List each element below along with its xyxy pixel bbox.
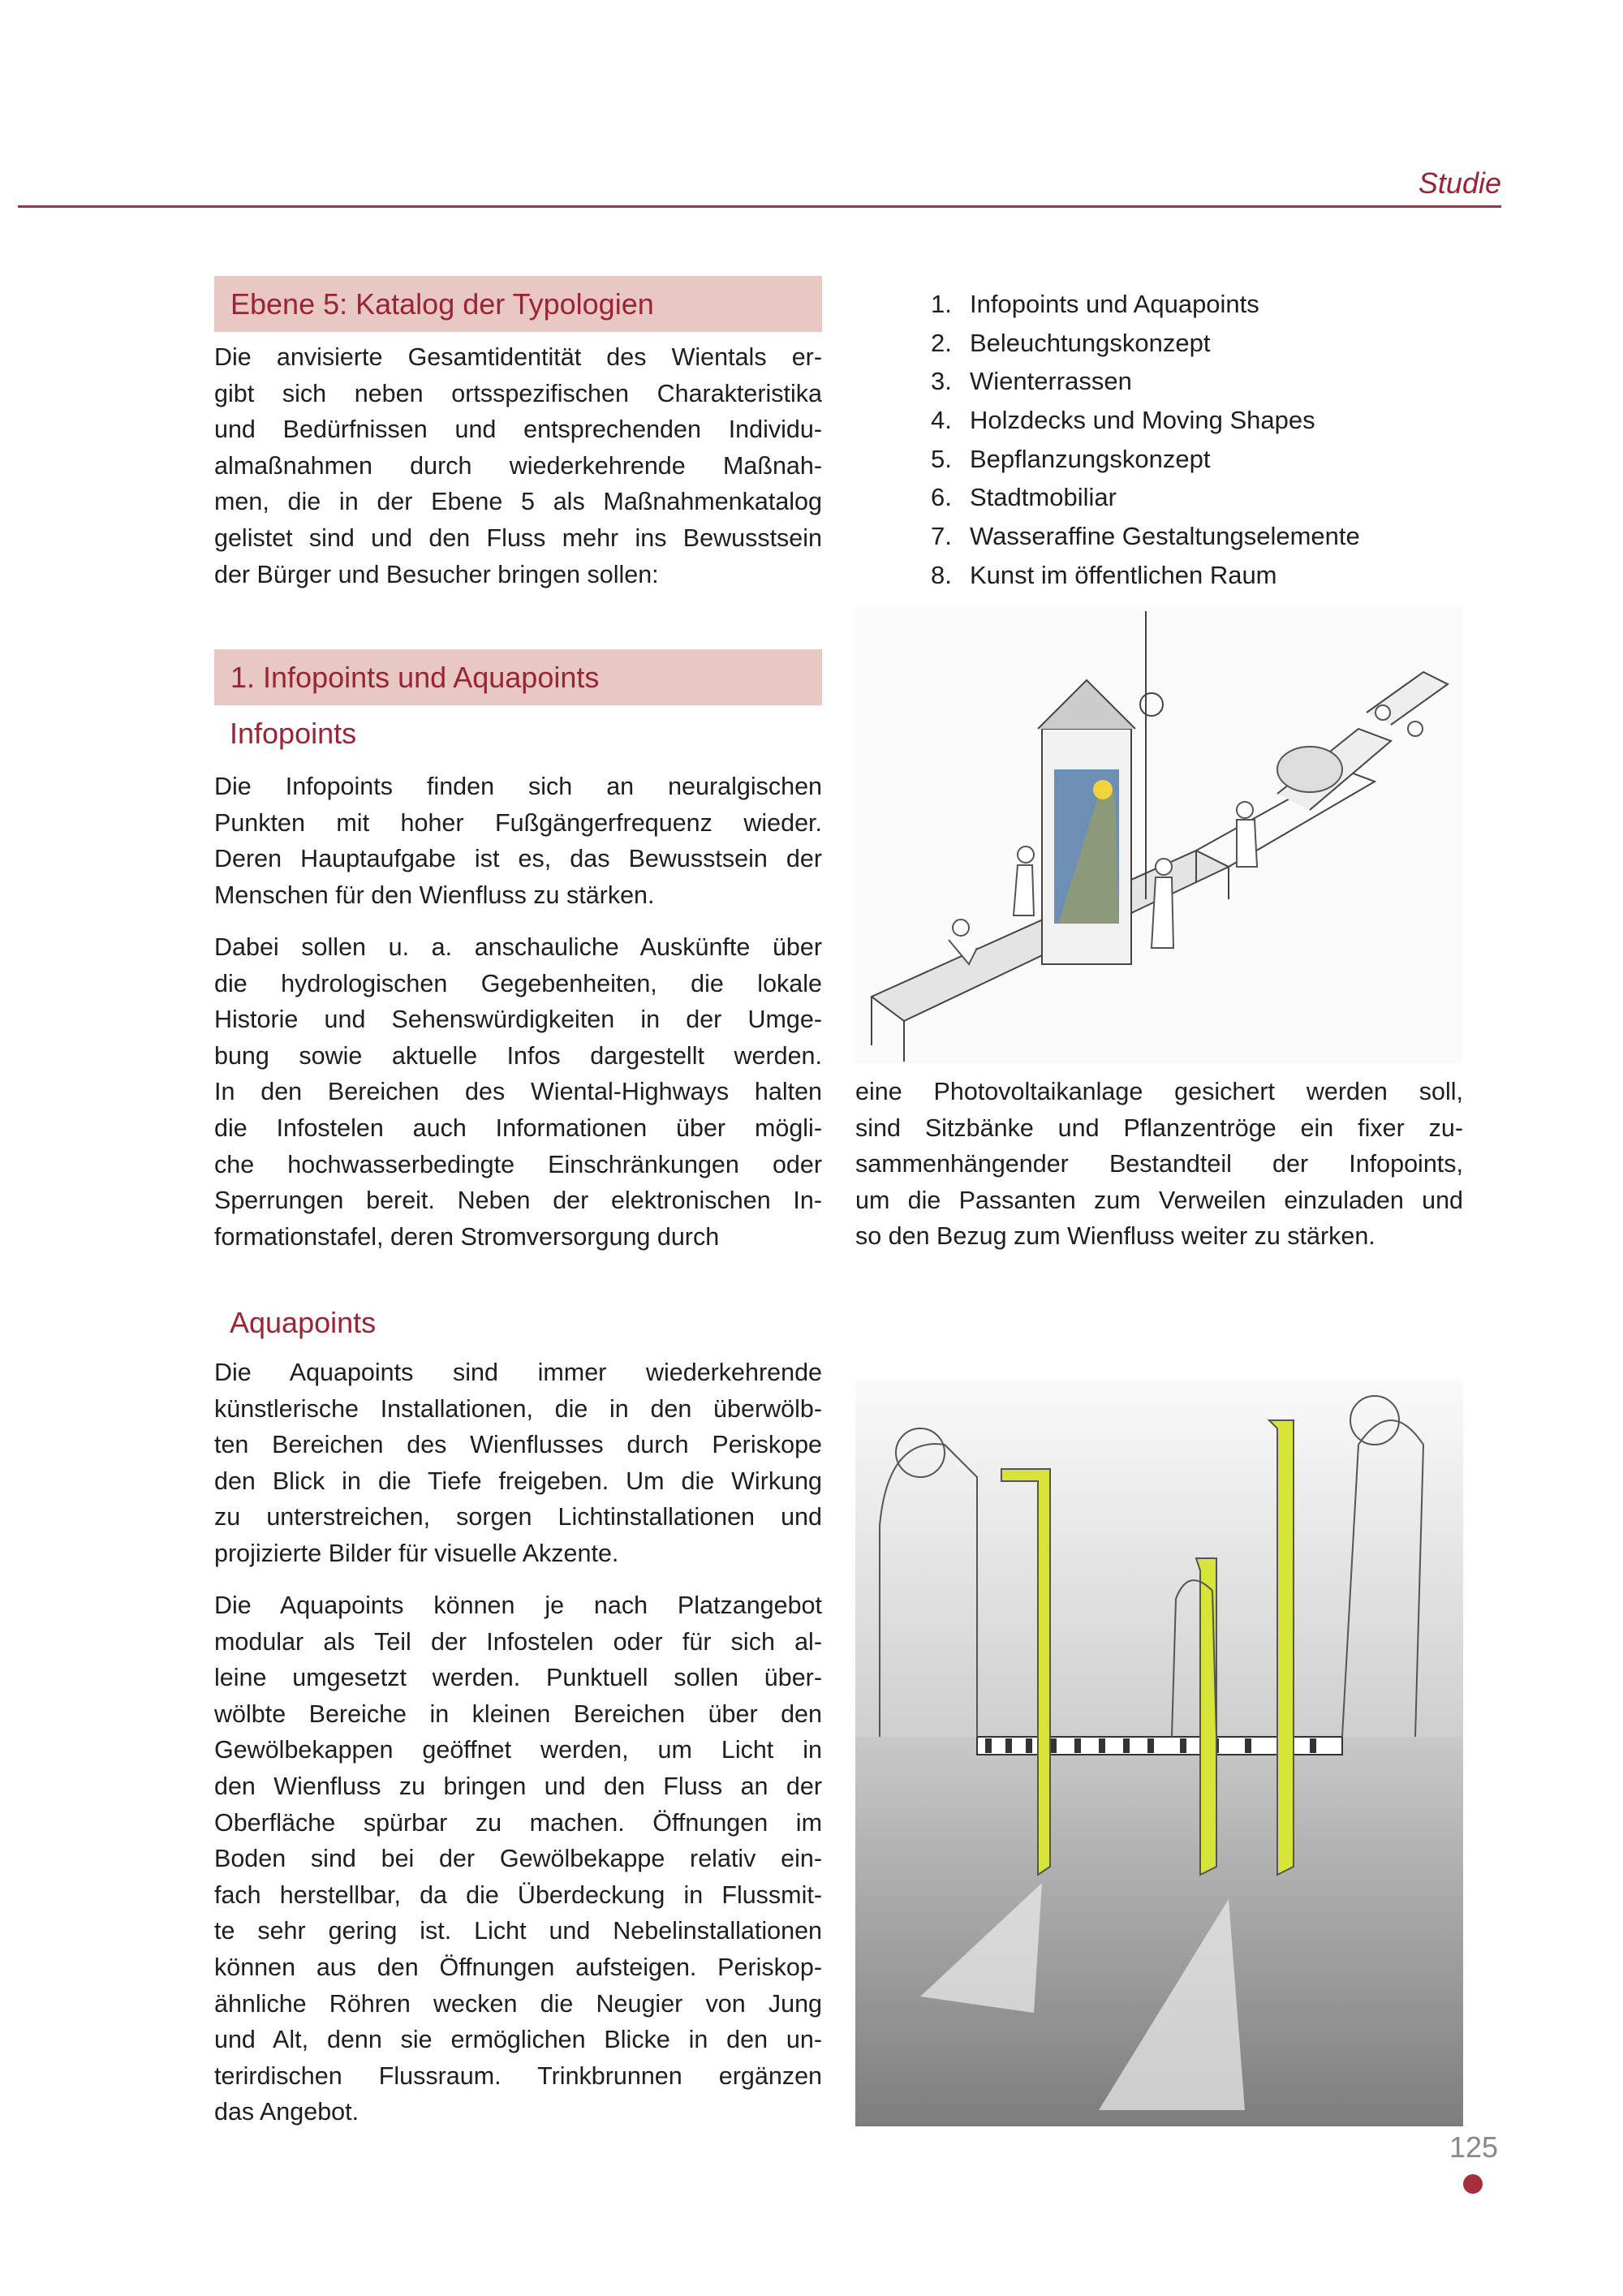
list-number: 6. — [931, 483, 952, 512]
text-line: Die Aquapoints können je nach Platzangebot — [214, 1592, 822, 1619]
subheading-infopoints: Infopoints — [230, 717, 357, 750]
list-item — [931, 517, 1360, 556]
section-heading-box — [214, 649, 822, 705]
text-line: wölbte Bereiche in kleinen Bereichen über den — [214, 1699, 822, 1728]
list-number: 7. — [931, 522, 952, 551]
header-rule — [18, 205, 1501, 208]
list-number: 5. — [931, 444, 952, 473]
list-item — [931, 362, 1360, 401]
text-line: terirdischen Flussraum. Trinkbrunnen ergänzen — [214, 2061, 822, 2090]
list-label: Beleuchtungskonzept — [970, 328, 1211, 357]
list-item — [931, 324, 1360, 363]
list-number: 1. — [931, 290, 952, 318]
text-line: Dabei sollen u. a. anschauliche Auskünfte über — [214, 933, 822, 961]
text-line: Punkten mit hoher Fußgängerfrequenz wieder. — [214, 808, 822, 837]
text-line: leine umgesetzt werden. Punktuell sollen über- — [214, 1664, 822, 1692]
text-line: das Angebot. — [214, 2098, 359, 2126]
text-line: modular als Teil der Infostelen oder für sich al- — [214, 1627, 822, 1656]
text-line: almaßnahmen durch wiederkehrende Maßnah- — [214, 451, 822, 480]
text-line: ten Bereichen des Wienflusses durch Periskope — [214, 1431, 822, 1459]
text-line: eine Photovoltaikanlage gesichert werden soll, — [855, 1078, 1463, 1105]
text-line: Die anvisierte Gesamtidentität des Wientals er- — [214, 343, 822, 371]
text-line: Historie und Sehenswürdigkeiten in der Umge- — [214, 1006, 822, 1034]
text-line: formationstafel, deren Stromversorgung durch — [214, 1222, 720, 1251]
text-line: gibt sich neben ortsspezifischen Charakteristika — [214, 379, 822, 407]
text-line: die hydrologischen Gegebenheiten, die lokale — [214, 969, 822, 997]
text-line: künstlerische Installationen, die in den überwölb- — [214, 1394, 822, 1423]
text-line: gelistet sind und den Fluss mehr ins Bewusstsein — [214, 523, 822, 552]
aquapoints-paragraph — [214, 1587, 822, 2130]
text-line: den Wienfluss zu bringen und den Fluss an der — [214, 1772, 822, 1800]
page-marker-dot — [1463, 2174, 1483, 2194]
subheading-aquapoints: Aquapoints — [230, 1306, 377, 1339]
text-line: und Bedürfnissen und entsprechenden Individu- — [214, 416, 822, 444]
text-line: die Infostelen auch Informationen über mögli- — [214, 1114, 822, 1142]
text-line: fach herstellbar, da die Überdeckung in Flussmit- — [214, 1880, 822, 1909]
text-line: Oberfläche spürbar zu machen. Öffnungen im — [214, 1808, 822, 1837]
text-line: und Alt, denn sie ermöglichen Blicke in den un- — [214, 2026, 822, 2054]
section-title: Ebene 5: Katalog der Typologien — [230, 286, 654, 321]
list-item — [931, 478, 1360, 517]
list-number: 8. — [931, 560, 952, 589]
text-line: sammenhängender Bestandteil der Infopoints, — [855, 1150, 1463, 1178]
text-line: te sehr gering ist. Licht und Nebelinstallationen — [214, 1917, 822, 1945]
aquapoints-paragraph — [214, 1355, 822, 1572]
text-line: Die Infopoints finden sich an neuralgischen — [214, 773, 822, 800]
text-line: Gewölbekappen geöffnet werden, um Licht in — [214, 1736, 822, 1764]
text-line: Menschen für den Wienfluss zu stärken. — [214, 881, 655, 909]
list-number: 4. — [931, 406, 952, 435]
text-line: ähnliche Röhren wecken die Neugier von Jung — [214, 1989, 822, 2018]
list-item — [931, 401, 1360, 440]
text-line: sind Sitzbänke und Pflanzentröge ein fixer zu- — [855, 1114, 1463, 1142]
text-line: um die Passanten zum Verweilen einzuladen und — [855, 1186, 1463, 1214]
intro-paragraph — [214, 339, 822, 592]
text-line: so den Bezug zum Wienfluss weiter zu stärken. — [855, 1222, 1375, 1251]
text-line: zu unterstreichen, sorgen Lichtinstallationen und — [214, 1503, 822, 1531]
list-label: Wienterrassen — [970, 367, 1132, 396]
list-label: Stadtmobiliar — [970, 483, 1117, 512]
running-title: Studie — [1418, 166, 1501, 200]
text-line: der Bürger und Besucher bringen sollen: — [214, 560, 659, 588]
infopoints-paragraph — [214, 769, 822, 913]
list-label: Kunst im öffentlichen Raum — [970, 560, 1277, 589]
text-line: Deren Hauptaufgabe ist es, das Bewusstsein der — [214, 845, 822, 873]
list-label: Infopoints und Aquapoints — [970, 290, 1259, 318]
list-item — [931, 285, 1360, 324]
list-label: Bepflanzungskonzept — [970, 444, 1211, 473]
infopoint-illustration — [855, 607, 1463, 1063]
text-line: In den Bereichen des Wiental-Highways halten — [214, 1078, 822, 1106]
text-line: projizierte Bilder für visuelle Akzente. — [214, 1539, 619, 1567]
section-heading-box — [214, 276, 822, 332]
list-label: Holzdecks und Moving Shapes — [970, 406, 1315, 435]
typology-list — [931, 285, 1360, 595]
list-number: 3. — [931, 367, 952, 396]
text-line: können aus den Öffnungen aufsteigen. Periskop- — [214, 1953, 822, 1981]
text-line: Sperrungen bereit. Neben der elektronischen In- — [214, 1187, 822, 1215]
text-line: Die Aquapoints sind immer wiederkehrende — [214, 1359, 822, 1386]
infopoints-paragraph — [214, 929, 822, 1255]
aquapoint-illustration — [855, 1380, 1463, 2126]
text-line: men, die in der Ebene 5 als Maßnahmenkatalog — [214, 488, 822, 516]
text-line: bung sowie aktuelle Infos dargestellt werden. — [214, 1041, 822, 1070]
list-label: Wasseraffine Gestaltungselemente — [970, 522, 1360, 551]
infopoints-paragraph-continued — [855, 1074, 1463, 1255]
list-item — [931, 440, 1360, 479]
text-line: Boden sind bei der Gewölbekappe relativ ein- — [214, 1845, 822, 1873]
section-title: 1. Infopoints und Aquapoints — [230, 660, 600, 694]
list-item — [931, 556, 1360, 595]
list-number: 2. — [931, 328, 952, 357]
text-line: che hochwasserbedingte Einschränkungen oder — [214, 1150, 822, 1178]
text-line: den Blick in die Tiefe freigeben. Um die Wirkung — [214, 1467, 822, 1495]
page-number: 125 — [1449, 2130, 1499, 2164]
